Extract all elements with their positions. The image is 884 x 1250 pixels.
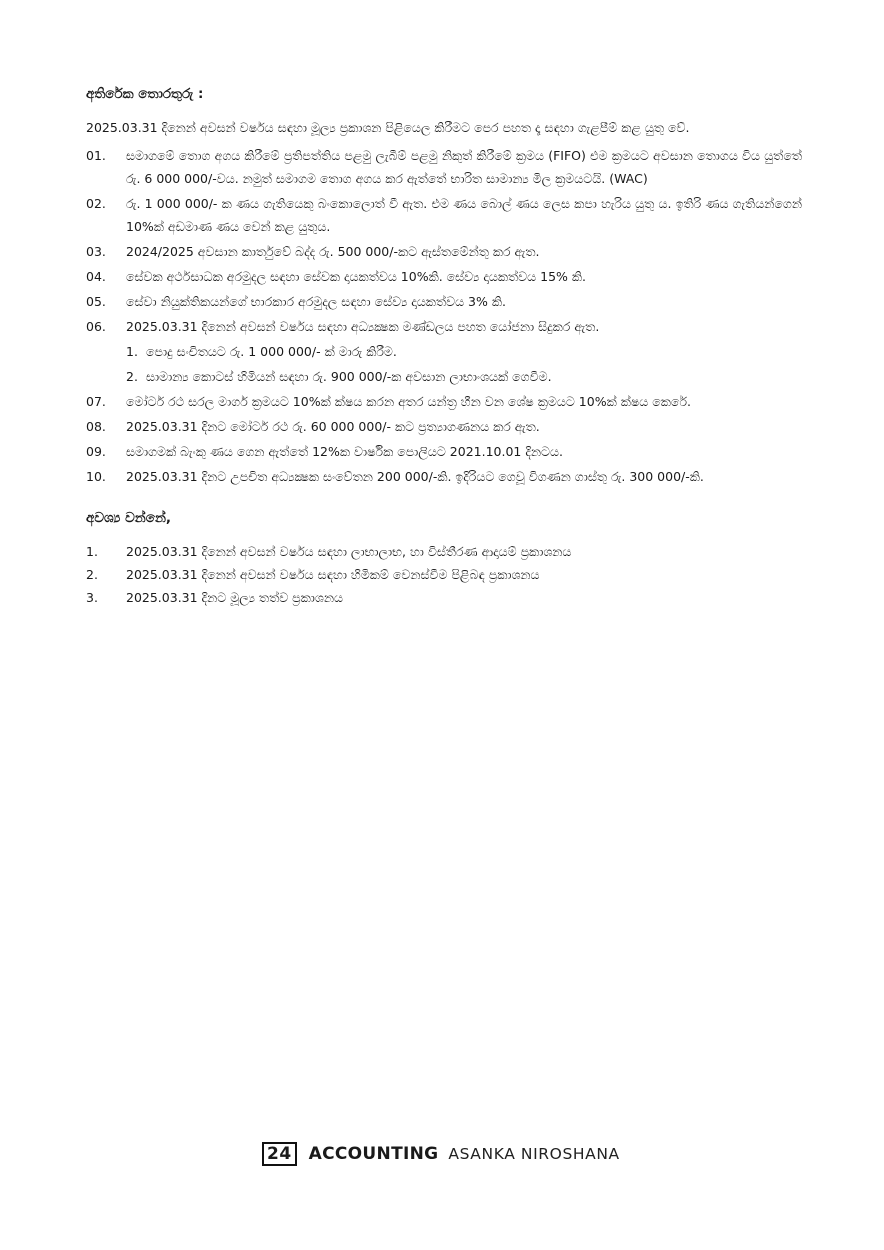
item-text: සමාගමේ තොග අගය කිරීමේ ප්‍රතිපත්තිය පළමු ලැබීම් පළමු නිකුත් කිරීමේ ක්‍රමය (FIFO) එම ක්‍රමයට අවසාන තොගය විය යුත්තේ රු. 6 000 000/-වය. නමුත් සමාගම තොග අගය කර ඇත්තේ භාරිත සාමාන්‍ය මිල ක්‍රමයටයි. (WAC) [126,148,802,186]
item-number: 04. [86,269,106,284]
item-number: 10. [86,469,106,484]
footer-brand: ACCOUNTING [308,1144,439,1164]
required-item [86,542,802,562]
sub-item-number: 2. [126,369,138,384]
required-item-number: 3. [86,590,98,605]
list-item [86,290,802,313]
list-item [86,440,802,463]
required-section [86,508,802,608]
item-number: 09. [86,444,106,459]
page-content [86,84,802,611]
item-number: 05. [86,294,106,309]
additional-info-heading: අතිරේක තොරතුරු : [86,86,204,102]
item-number: 02. [86,196,106,211]
item-text: රු. 1 000 000/- ක ණය ගැතියෙකු බංකොලොත් වී ඇත. එම ණය බොල් ණය ලෙස කපා හැරිය යුතු ය. ඉතිරි ණය ගැතියන්ගෙන් 10%ක් අඩමාණ ණය වෙන් කළ යුතුය. [126,196,802,234]
sub-list-item [126,365,802,388]
item-text: 2025.03.31 දිනට මෝටර් රථ රු. 60 000 000/- කට ප්‍රත්‍යාගණනය කර ඇත. [126,419,540,434]
sub-item-number: 1. [126,344,138,359]
item-number: 07. [86,394,106,409]
item-text: 2025.03.31 දිනෙන් අවසන් වර්ෂය සඳහා අධ්‍යක්‍ෂක මණ්ඩලය පහත යෝජනා සිදුකර ඇත. [126,319,600,334]
required-heading: අවශ්‍ය වන්නේ, [86,510,172,526]
item-number: 06. [86,319,106,334]
list-item [86,192,802,238]
required-item-text: 2025.03.31 දිනෙන් අවසන් වර්ෂය සඳහා ලාභාලාභ, හා විස්තීරණ ආදායම් ප්‍රකාශනය [126,544,572,559]
sub-list-item [126,340,802,363]
sub-item-text: පොදු සංචිතයට රු. 1 000 000/- ක් මාරු කිරීම. [146,344,397,359]
list-item [86,144,802,190]
required-item [86,565,802,585]
list-item [86,265,802,288]
intro-text: 2025.03.31 දිනෙන් අවසන් වර්ෂය සඳහා මූල්‍ය ප්‍රකාශන පිළියෙල කිරීමට පෙර පහත දෑ සඳහා ගැළපීම් කළ යුතු වේ. [86,120,690,135]
item-number: 08. [86,419,106,434]
item-text: සේවක අර්ථසාධක අරමුදල සඳහා සේවක දායකත්වය 10%කි. සේව්‍ය දායකත්වය 15% කි. [126,269,587,284]
list-item [86,465,802,488]
item-text: සේවා නියුක්තිකයන්ගේ භාරකාර අරමුදල සඳහා සේව්‍ය දායකත්වය 3% කි. [126,294,506,309]
required-item [86,588,802,608]
item-text: මෝටර් රථ සරල මාර්ග ක්‍රමයට 10%ක් ක්ෂය කරන අතර යන්ත්‍ර හීන වන ශේෂ ක්‍රමයට 10%ක් ක්ෂය කෙරේ. [126,394,691,409]
footer-author: ASANKA NIROSHANA [448,1145,620,1163]
list-item [86,415,802,438]
required-item-number: 2. [86,567,98,582]
list-item [86,315,802,338]
list-item [86,240,802,263]
item-text: 2025.03.31 දිනට උපචිත අධ්‍යක්‍ෂක සංවේතන 200 000/-කි. ඉදිරියට ගෙවූ විගණන ගාස්තු රු. 300 000/-කි. [126,469,704,484]
list-item [86,390,802,413]
page-footer [262,1141,620,1167]
item-number: 03. [86,244,106,259]
required-item-number: 1. [86,544,98,559]
sub-item-text: සාමාන්‍ය කොටස් හිමියන් සඳහා රු. 900 000/-ක අවසාන ලාභාංශයක් ගෙවීම. [146,369,552,384]
item-text: සමාගමක් බැංකු ණය ගෙන ඇත්තේ 12%ක වාර්ෂික පොලියට 2021.10.01 දිනටය. [126,444,563,459]
required-item-text: 2025.03.31 දිනට මූල්‍ය තත්ව ප්‍රකාශනය [126,590,343,605]
item-number: 01. [86,148,106,163]
item-text: 2024/2025 අවසාන කාර්තුවේ බද්ද රු. 500 000/-කට ඇස්තමේන්තු කර ඇත. [126,244,540,259]
adjustments-list [86,144,802,488]
required-item-text: 2025.03.31 දිනෙන් අවසන් වර්ෂය සඳහා හිමිකම් වෙනස්වීම පිළිබඳ ප්‍රකාශනය [126,567,540,582]
page-number: 24 [262,1142,297,1166]
